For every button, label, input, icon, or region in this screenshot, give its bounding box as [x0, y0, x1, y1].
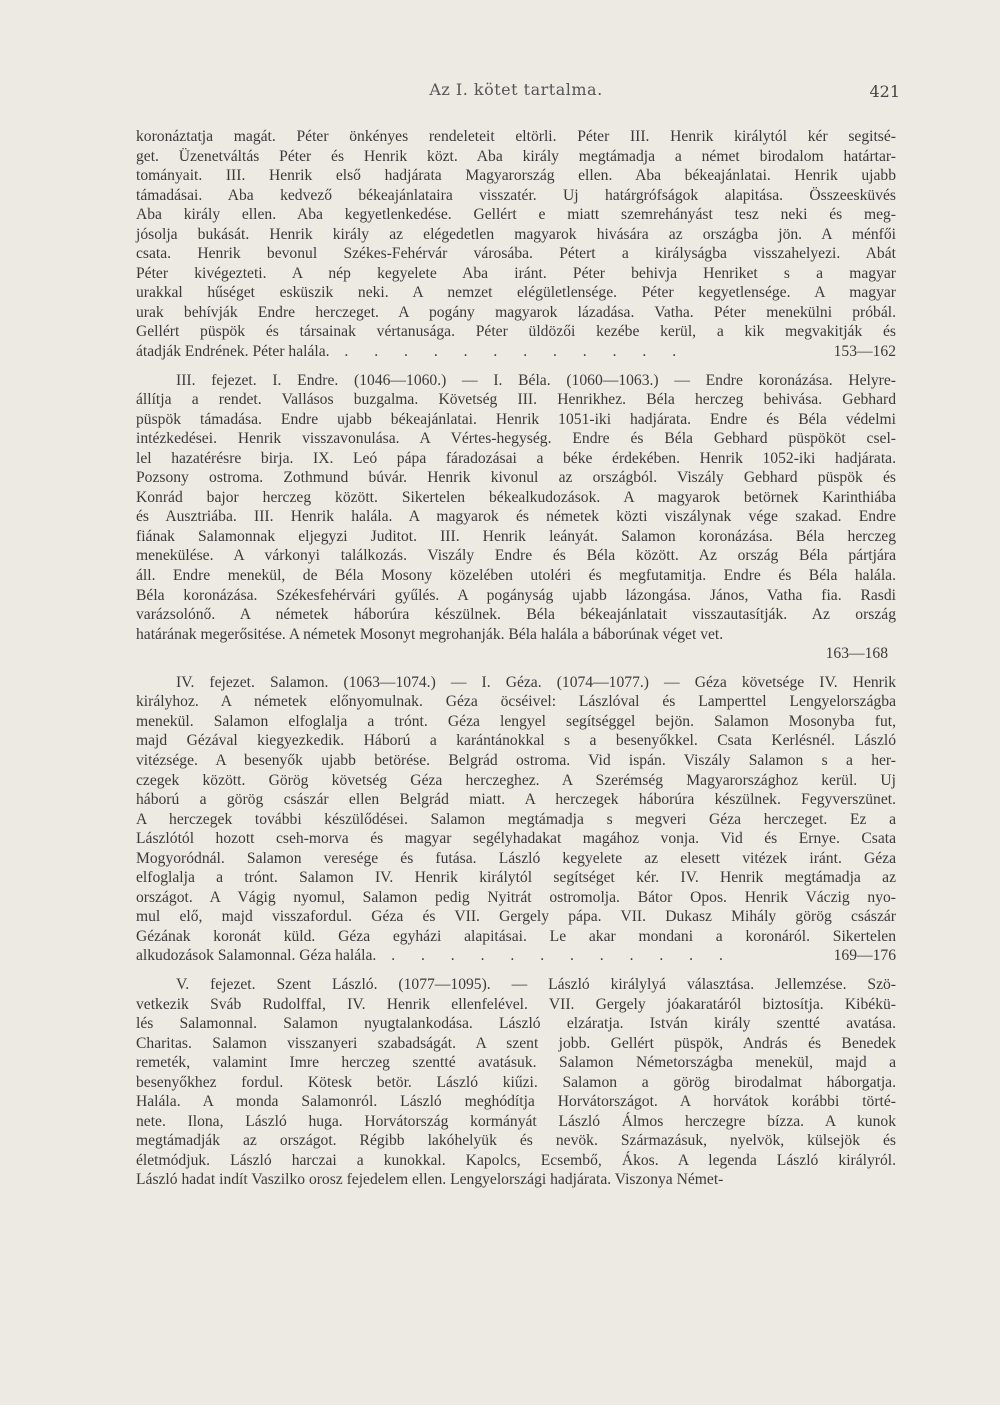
text-line: czegek között. Görög követség Géza herczeghez. A Szerémség Magyarországhoz kerül. Uj: [136, 771, 896, 789]
page-number: 421: [869, 82, 900, 101]
text-line: urak behívják Endre herczeget. A pogány magyarok lázadása. Vatha. Péter menekülni próbál.: [136, 303, 896, 321]
text-line: Halála. A monda Salamonról. László meghódítja Horvátországot. A horvátok korábbi törté-: [136, 1093, 896, 1111]
text-line: háború a görög császár ellen Belgrád miatt. A herczegek háborúra készülnek. Fegyverszünet.: [136, 791, 896, 809]
text-line: intézkedései. Henrik visszavonulása. A Vértes-hegység. Endre és Béla Gebhard püspököt csel-: [136, 430, 896, 448]
page-header: [136, 80, 900, 110]
running-title: Az I. kötet tartalma.: [429, 80, 603, 99]
text-line: csata. Henrik bevonul Székes-Fehérvár városába. Pétert a királyságba visszahelyezi. Abát: [136, 245, 896, 263]
text-line: áll. Endre menekül, de Béla Mosony közelében utoléri és megfutamitja. Endre és Béla halála.: [136, 567, 896, 585]
text-line: Péter kivégezteti. A nép kegyelete Aba iránt. Péter behivja Henriket s a magyar: [136, 264, 896, 282]
text-line: megtámadják az országot. Régibb lakóhelyük és nevök. Származásuk, nyelvök, külsejök és: [136, 1132, 896, 1150]
text-line: Lászlótól hozott cseh-morva és magyar segélyhadakat magához vonja. Vid és Ernye. Csata: [136, 830, 896, 848]
text-line: határának megerősitése. A németek Mosonyt megrohanják. Béla halála a báborúnak véget vet.: [136, 625, 724, 643]
page-range: 163—168: [825, 645, 888, 663]
text-line: országot. A Vágig nyomul, Salamon pedig Nyitrát ostromolja. Bátor Opos. Henrik Váczig nyo-: [136, 888, 896, 906]
text-line: vetkezik Sváb Rudolffal, IV. Henrik ellenfelével. VII. Gergely jóakaratáról biztosítja. Kibékü-: [136, 995, 896, 1013]
text-line: támadásai. Aba kedvező békeajánlataira visszatér. Uj határgrófságok alapitása. Összeesküvés: [136, 186, 896, 204]
text-line: fiának Salamonnak eljegyzi Juditot. III. Henrik leányát. Salamon koronázása. Béla herczeg: [136, 527, 896, 545]
text-line: varázsolónő. A németek háborúra készülnek. Béla békeajánlatait visszautasítják. Az ország: [136, 606, 896, 624]
text-line: átadják Endrének. Péter halála. . . . . . . . . . . . . 153—162: [136, 343, 896, 361]
text-line: Aba király ellen. Aba kegyetlenkedése. Gellért e miatt szemrehányást tesz neki és meg-: [136, 206, 896, 224]
text-line: remeték, valamint Imre herczeg szentté avatásuk. Salamon Németországba menekül, majd a: [136, 1054, 896, 1072]
leader-dots: . . . . . . . . . . . .: [376, 947, 734, 965]
text-line: A herczegek további készülődései. Salamon megtámadja s megveri Géza herczeget. Ez a: [136, 810, 896, 828]
text-line: Mogyoródnál. Salamon veresége és futása. László kegyelete az elesett vitézek iránt. Géza: [136, 849, 896, 867]
table-of-contents-body: [136, 127, 896, 1190]
toc-chapter-entry: [136, 975, 896, 1190]
toc-chapter-entry: [136, 673, 896, 966]
text-line: menekül. Salamon elfoglalja a trónt. Géza lengyel segítséggel bejön. Salamon Mosonyba fut,: [136, 712, 896, 730]
text-line: urakkal hűséget esküszik neki. A nemzet elégületlensége. Péter kegyetlensége. A magyar: [136, 284, 896, 302]
text-line: László hadat indít Vaszilko orosz fejedelem ellen. Lengyelországi hadjárata. Viszonya Német-: [136, 1171, 724, 1189]
text-line: tományait. III. Henrik első hadjárata Magyarország ellen. Aba békeajánlatai. Henrik ujabb: [136, 167, 896, 185]
text-line: lel hazatérésre birja. IX. Leó pápa fáradozásai a béke érdekében. Henrik 1052-iki hadjárata.: [136, 449, 896, 467]
text-line: jósolja bukását. Henrik király az elégedetlen magyarok hivására az országba jön. A ménfői: [136, 225, 896, 243]
text-line: királyhoz. A németek előnyomulnak. Géza öcséivel: Lászlóval és Lamperttel Lengyelországba: [136, 693, 896, 711]
text-line: besenyőkhez fordul. Kötesk betör. László kiűzi. Salamon a görög birodalmat háborgatja.: [136, 1073, 896, 1091]
text-line: IV. fejezet. Salamon. (1063—1074.) — I. Géza. (1074—1077.) — Géza követsége IV. Henrik: [176, 673, 896, 691]
text-line: koronáztatja magát. Péter önkényes rendeleteit eltörli. Péter III. Henrik királytól kér segitsé-: [136, 128, 896, 145]
text-line: Pozsony ostroma. Zothmund búvár. Henrik kivonul az országból. Viszály Gebhard püspök és: [136, 469, 896, 487]
toc-entry-continuation: [136, 127, 896, 362]
text-line: Gézának koronát küld. Géza egyházi alapitásai. Le akar mondani a koronáról. Sikertelen: [136, 927, 896, 945]
text-line: III. fejezet. I. Endre. (1046—1060.) — I. Béla. (1060—1063.) — Endre koronázása. Helyre-: [176, 371, 896, 389]
page-range: 153—162: [833, 343, 896, 361]
text-line: Charitas. Salamon visszanyeri szabadságát. A szent jobb. Gellért püspök, András és Benedek: [136, 1034, 896, 1052]
text-line: nete. Ilona, László huga. Horvátország kormányát László Álmos herczegre bízza. A kunok: [136, 1112, 896, 1130]
text-line: mul elő, majd visszafordul. Géza és VII. Gergely pápa. VII. Dukasz Mihály görög császár: [136, 908, 896, 926]
text-line: alkudozások Salamonnal. Géza halála. . . . . . . . . . . . . 169—176: [136, 947, 896, 965]
text-line: életmódjuk. László harczai a kunokkal. Kapolcs, Ecsembő, Ákos. A legenda László királyról.: [136, 1151, 896, 1169]
text-line: V. fejezet. Szent László. (1077—1095). — László királylyá választása. Jellemzése. Szö-: [176, 975, 896, 993]
page-range: 169—176: [833, 947, 896, 965]
text-line: püspök támadása. Endre ujabb békeajánlatai. Henrik 1051-iki hadjárata. Endre és Béla védelmi: [136, 410, 896, 428]
text-line: get. Üzenetváltás Péter és Henrik közt. Aba király megtámadja a német birodalom határtar-: [136, 147, 896, 165]
text-line: állítja a rendet. Vallásos buzgalma. Követség III. Henrikhez. Béla herczeg behivása. Gebhard: [136, 391, 896, 409]
text-line: Konrád bajor herczeg között. Sikertelen békealkudozások. A magyarok betörnek Karinthiába: [136, 488, 896, 506]
text-line: és Ausztriába. III. Henrik halála. A magyarok és németek közti viszálynak vége szakad. Endre: [136, 508, 896, 526]
text-line: vitézsége. A besenyők ujabb betörése. Belgrád ostroma. Vid ispán. Viszály Salamon s a her-: [136, 751, 896, 769]
leader-dots: . . . . . . . . . . . .: [329, 343, 688, 361]
text-line: menekülése. A várkonyi találkozás. Viszály Endre és Béla között. Az ország Béla pártjára: [136, 547, 896, 565]
text-line: Béla koronázása. Székesfehérvári gyűlés. A pogányság ujabb lázongása. János, Vatha fia. Rasdi: [136, 586, 896, 604]
text-line: elfoglalja a trónt. Salamon IV. Henrik királytól segítséget kér. IV. Henrik megtámadja az: [136, 869, 896, 887]
text-line: majd Gézával kiegyezkedik. Háború a karántánokkal s a besenyőkkel. Csata Kerlésnél. László: [136, 732, 896, 750]
text-line: lés Salamonnal. Salamon nyugtalankodása. László elzáratja. István király szentté avatása.: [136, 1015, 896, 1033]
text-line: Gellért püspök és társainak vértanusága. Péter üldözői kezébe kerül, a kik megvakitják és: [136, 323, 896, 341]
toc-chapter-entry: [136, 371, 896, 664]
